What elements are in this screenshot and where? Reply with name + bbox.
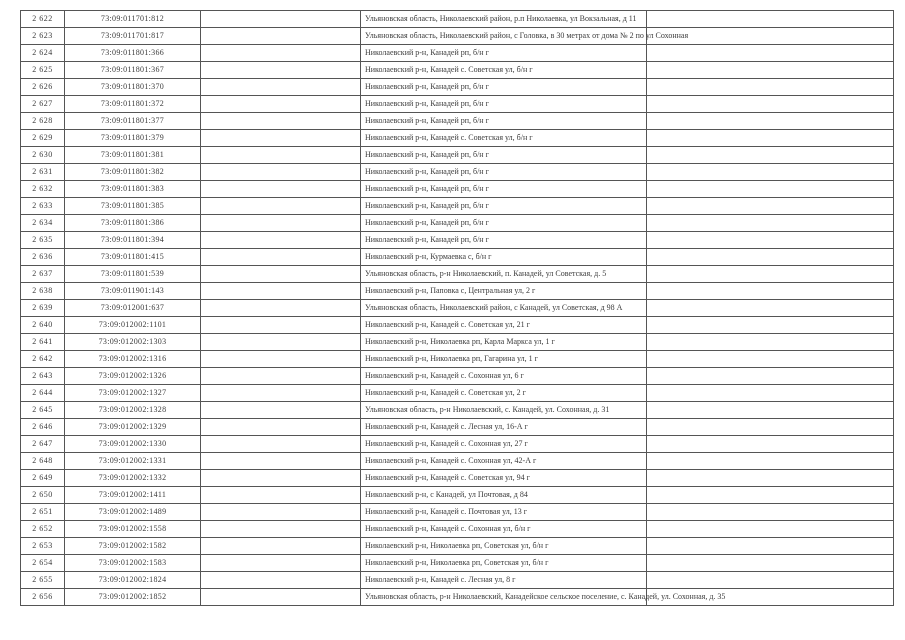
cadastral-number-cell: 73:09:011801:394: [65, 232, 201, 249]
row-number-cell: 2 631: [21, 164, 65, 181]
empty-cell: [647, 334, 894, 351]
empty-cell: [647, 181, 894, 198]
address-cell: Ульяновская область, р-н Николаевский, с. Канадей, ул. Сохонная, д. 31: [361, 402, 647, 419]
address-cell: Николаевский р-н, с Канадей, ул Почтовая, д 84: [361, 487, 647, 504]
address-cell: Николаевский р-н, Канадей рп, б/н г: [361, 96, 647, 113]
empty-cell: [201, 521, 361, 538]
table-row: [21, 147, 894, 164]
registry-table: [20, 10, 894, 606]
empty-cell: [201, 555, 361, 572]
cadastral-number-cell: 73:09:012002:1326: [65, 368, 201, 385]
table-row: [21, 334, 894, 351]
empty-cell: [647, 572, 894, 589]
row-number-cell: 2 647: [21, 436, 65, 453]
empty-cell: [647, 555, 894, 572]
row-number-cell: 2 656: [21, 589, 65, 606]
table-row: [21, 368, 894, 385]
empty-cell: [201, 385, 361, 402]
empty-cell: [647, 317, 894, 334]
table-row: [21, 351, 894, 368]
row-number-cell: 2 641: [21, 334, 65, 351]
table-row: [21, 113, 894, 130]
empty-cell: [201, 317, 361, 334]
cadastral-number-cell: 73:09:011801:370: [65, 79, 201, 96]
row-number-cell: 2 630: [21, 147, 65, 164]
empty-cell: [647, 45, 894, 62]
empty-cell: [201, 504, 361, 521]
row-number-cell: 2 622: [21, 11, 65, 28]
row-number-cell: 2 652: [21, 521, 65, 538]
empty-cell: [201, 11, 361, 28]
cadastral-number-cell: 73:09:012002:1583: [65, 555, 201, 572]
cadastral-number-cell: 73:09:012002:1558: [65, 521, 201, 538]
cadastral-number-cell: 73:09:012002:1328: [65, 402, 201, 419]
address-cell: Николаевский р-н, Николаевка рп, Карла Маркса ул, 1 г: [361, 334, 647, 351]
empty-cell: [647, 419, 894, 436]
table-row: [21, 164, 894, 181]
table-row: [21, 249, 894, 266]
table-row: [21, 589, 894, 606]
empty-cell: [201, 249, 361, 266]
address-cell: Николаевский р-н, Николаевка рп, Гагарина ул, 1 г: [361, 351, 647, 368]
empty-cell: [201, 572, 361, 589]
table-row: [21, 266, 894, 283]
row-number-cell: 2 648: [21, 453, 65, 470]
row-number-cell: 2 623: [21, 28, 65, 45]
cadastral-number-cell: 73:09:012002:1303: [65, 334, 201, 351]
empty-cell: [647, 130, 894, 147]
empty-cell: [647, 11, 894, 28]
table-row: [21, 79, 894, 96]
empty-cell: [201, 130, 361, 147]
table-row: [21, 11, 894, 28]
cadastral-number-cell: 73:09:011801:381: [65, 147, 201, 164]
cadastral-number-cell: 73:09:011701:812: [65, 11, 201, 28]
address-cell: Ульяновская область, р-н Николаевский, Канадейское сельское поселение, с. Канадей, ул. Сохонная, д. 35: [361, 589, 647, 606]
table-row: [21, 538, 894, 555]
table-row: [21, 62, 894, 79]
cadastral-number-cell: 73:09:012002:1411: [65, 487, 201, 504]
row-number-cell: 2 626: [21, 79, 65, 96]
table-row: [21, 487, 894, 504]
address-cell: Николаевский р-н, Канадей рп, б/н г: [361, 198, 647, 215]
row-number-cell: 2 632: [21, 181, 65, 198]
row-number-cell: 2 644: [21, 385, 65, 402]
cadastral-number-cell: 73:09:011801:377: [65, 113, 201, 130]
cadastral-number-cell: 73:09:011701:817: [65, 28, 201, 45]
cadastral-number-cell: 73:09:012002:1489: [65, 504, 201, 521]
address-cell: Николаевский р-н, Николаевка рп, Советская ул, б/н г: [361, 538, 647, 555]
row-number-cell: 2 634: [21, 215, 65, 232]
cadastral-number-cell: 73:09:011801:415: [65, 249, 201, 266]
address-cell: Николаевский р-н, Канадей рп, б/н г: [361, 113, 647, 130]
table-row: [21, 198, 894, 215]
empty-cell: [201, 487, 361, 504]
address-cell: Николаевский р-н, Николаевка рп, Советская ул, б/н г: [361, 555, 647, 572]
address-cell: Николаевский р-н, Канадей с. Советская ул, 94 г: [361, 470, 647, 487]
table-row: [21, 317, 894, 334]
empty-cell: [647, 300, 894, 317]
table-row: [21, 453, 894, 470]
row-number-cell: 2 635: [21, 232, 65, 249]
table-row: [21, 572, 894, 589]
empty-cell: [201, 402, 361, 419]
address-cell: Ульяновская область, Николаевский район, с Канадей, ул Советская, д 98 А: [361, 300, 647, 317]
empty-cell: [647, 215, 894, 232]
empty-cell: [201, 266, 361, 283]
table-row: [21, 385, 894, 402]
table-row: [21, 470, 894, 487]
address-cell: Николаевский р-н, Канадей с. Сохонная ул, б/н г: [361, 521, 647, 538]
empty-cell: [201, 538, 361, 555]
empty-cell: [647, 283, 894, 300]
empty-cell: [201, 215, 361, 232]
row-number-cell: 2 637: [21, 266, 65, 283]
empty-cell: [201, 28, 361, 45]
cadastral-number-cell: 73:09:011801:539: [65, 266, 201, 283]
cadastral-number-cell: 73:09:012002:1852: [65, 589, 201, 606]
row-number-cell: 2 650: [21, 487, 65, 504]
row-number-cell: 2 651: [21, 504, 65, 521]
cadastral-number-cell: 73:09:012002:1582: [65, 538, 201, 555]
table-row: [21, 45, 894, 62]
row-number-cell: 2 639: [21, 300, 65, 317]
address-cell: Николаевский р-н, Канадей с. Советская ул, б/н г: [361, 62, 647, 79]
empty-cell: [647, 521, 894, 538]
empty-cell: [201, 147, 361, 164]
empty-cell: [647, 79, 894, 96]
empty-cell: [201, 419, 361, 436]
table-row: [21, 419, 894, 436]
row-number-cell: 2 646: [21, 419, 65, 436]
row-number-cell: 2 649: [21, 470, 65, 487]
empty-cell: [647, 351, 894, 368]
cadastral-number-cell: 73:09:012002:1824: [65, 572, 201, 589]
address-cell: Николаевский р-н, Канадей рп, б/н г: [361, 232, 647, 249]
address-cell: Николаевский р-н, Канадей с. Лесная ул, 8 г: [361, 572, 647, 589]
empty-cell: [201, 181, 361, 198]
empty-cell: [647, 96, 894, 113]
empty-cell: [201, 368, 361, 385]
empty-cell: [201, 351, 361, 368]
empty-cell: [647, 402, 894, 419]
empty-cell: [201, 198, 361, 215]
cadastral-number-cell: 73:09:012002:1331: [65, 453, 201, 470]
empty-cell: [647, 453, 894, 470]
address-cell: Николаевский р-н, Канадей с. Сохонная ул, 27 г: [361, 436, 647, 453]
row-number-cell: 2 633: [21, 198, 65, 215]
address-cell: Николаевский р-н, Канадей с. Советская ул, 21 г: [361, 317, 647, 334]
empty-cell: [647, 164, 894, 181]
address-cell: Ульяновская область, Николаевский район, р.п Николаевка, ул Вокзальная, д 11: [361, 11, 647, 28]
empty-cell: [647, 266, 894, 283]
empty-cell: [201, 45, 361, 62]
address-cell: Николаевский р-н, Канадей рп, б/н г: [361, 79, 647, 96]
empty-cell: [201, 164, 361, 181]
row-number-cell: 2 655: [21, 572, 65, 589]
cadastral-number-cell: 73:09:012002:1330: [65, 436, 201, 453]
registry-sheet: [20, 10, 893, 606]
empty-cell: [647, 385, 894, 402]
empty-cell: [647, 368, 894, 385]
empty-cell: [647, 62, 894, 79]
table-row: [21, 28, 894, 45]
row-number-cell: 2 627: [21, 96, 65, 113]
row-number-cell: 2 640: [21, 317, 65, 334]
address-cell: Ульяновская область, Николаевский район, с Головка, в 30 метрах от дома № 2 по ул Сохонная: [361, 28, 647, 45]
empty-cell: [647, 198, 894, 215]
table-row: [21, 402, 894, 419]
empty-cell: [201, 436, 361, 453]
table-row: [21, 521, 894, 538]
table-row: [21, 181, 894, 198]
cadastral-number-cell: 73:09:011801:366: [65, 45, 201, 62]
address-cell: Николаевский р-н, Канадей рп, б/н г: [361, 164, 647, 181]
empty-cell: [647, 249, 894, 266]
row-number-cell: 2 638: [21, 283, 65, 300]
empty-cell: [647, 232, 894, 249]
address-cell: Ульяновская область, р-н Николаевский, п. Канадей, ул Советская, д. 5: [361, 266, 647, 283]
cadastral-number-cell: 73:09:012002:1101: [65, 317, 201, 334]
cadastral-number-cell: 73:09:012002:1329: [65, 419, 201, 436]
empty-cell: [647, 504, 894, 521]
table-row: [21, 232, 894, 249]
row-number-cell: 2 625: [21, 62, 65, 79]
row-number-cell: 2 642: [21, 351, 65, 368]
address-cell: Николаевский р-н, Канадей с. Советская ул, 2 г: [361, 385, 647, 402]
cadastral-number-cell: 73:09:011801:386: [65, 215, 201, 232]
table-row: [21, 300, 894, 317]
table-row: [21, 555, 894, 572]
address-cell: Николаевский р-н, Канадей рп, б/н г: [361, 215, 647, 232]
empty-cell: [201, 232, 361, 249]
row-number-cell: 2 636: [21, 249, 65, 266]
table-row: [21, 504, 894, 521]
table-row: [21, 96, 894, 113]
address-cell: Николаевский р-н, Канадей рп, б/н г: [361, 147, 647, 164]
empty-cell: [201, 62, 361, 79]
address-cell: Николаевский р-н, Паповка с, Центральная ул, 2 г: [361, 283, 647, 300]
empty-cell: [201, 113, 361, 130]
empty-cell: [647, 113, 894, 130]
empty-cell: [201, 334, 361, 351]
row-number-cell: 2 624: [21, 45, 65, 62]
address-cell: Николаевский р-н, Курмаевка с, б/н г: [361, 249, 647, 266]
cadastral-number-cell: 73:09:011801:379: [65, 130, 201, 147]
table-row: [21, 130, 894, 147]
cadastral-number-cell: 73:09:011801:383: [65, 181, 201, 198]
table-row: [21, 283, 894, 300]
empty-cell: [201, 589, 361, 606]
empty-cell: [647, 470, 894, 487]
empty-cell: [201, 453, 361, 470]
row-number-cell: 2 628: [21, 113, 65, 130]
row-number-cell: 2 653: [21, 538, 65, 555]
empty-cell: [647, 538, 894, 555]
empty-cell: [201, 79, 361, 96]
row-number-cell: 2 643: [21, 368, 65, 385]
empty-cell: [201, 470, 361, 487]
row-number-cell: 2 645: [21, 402, 65, 419]
table-row: [21, 215, 894, 232]
row-number-cell: 2 629: [21, 130, 65, 147]
cadastral-number-cell: 73:09:012002:1316: [65, 351, 201, 368]
address-cell: Николаевский р-н, Канадей с. Сохонная ул, 42-А г: [361, 453, 647, 470]
row-number-cell: 2 654: [21, 555, 65, 572]
cadastral-number-cell: 73:09:012001:637: [65, 300, 201, 317]
cadastral-number-cell: 73:09:011801:382: [65, 164, 201, 181]
empty-cell: [647, 487, 894, 504]
address-cell: Николаевский р-н, Канадей с. Почтовая ул, 13 г: [361, 504, 647, 521]
empty-cell: [647, 147, 894, 164]
empty-cell: [647, 436, 894, 453]
cadastral-number-cell: 73:09:012002:1327: [65, 385, 201, 402]
table-body: [21, 11, 894, 606]
address-cell: Николаевский р-н, Канадей рп, б/н г: [361, 45, 647, 62]
empty-cell: [201, 300, 361, 317]
address-cell: Николаевский р-н, Канадей с. Советская ул, б/н г: [361, 130, 647, 147]
address-cell: Николаевский р-н, Канадей рп, б/н г: [361, 181, 647, 198]
cadastral-number-cell: 73:09:011901:143: [65, 283, 201, 300]
cadastral-number-cell: 73:09:012002:1332: [65, 470, 201, 487]
address-cell: Николаевский р-н, Канадей с. Сохонная ул, 6 г: [361, 368, 647, 385]
address-cell: Николаевский р-н, Канадей с. Лесная ул, 16-А г: [361, 419, 647, 436]
cadastral-number-cell: 73:09:011801:367: [65, 62, 201, 79]
table-row: [21, 436, 894, 453]
cadastral-number-cell: 73:09:011801:372: [65, 96, 201, 113]
cadastral-number-cell: 73:09:011801:385: [65, 198, 201, 215]
empty-cell: [201, 96, 361, 113]
empty-cell: [201, 283, 361, 300]
